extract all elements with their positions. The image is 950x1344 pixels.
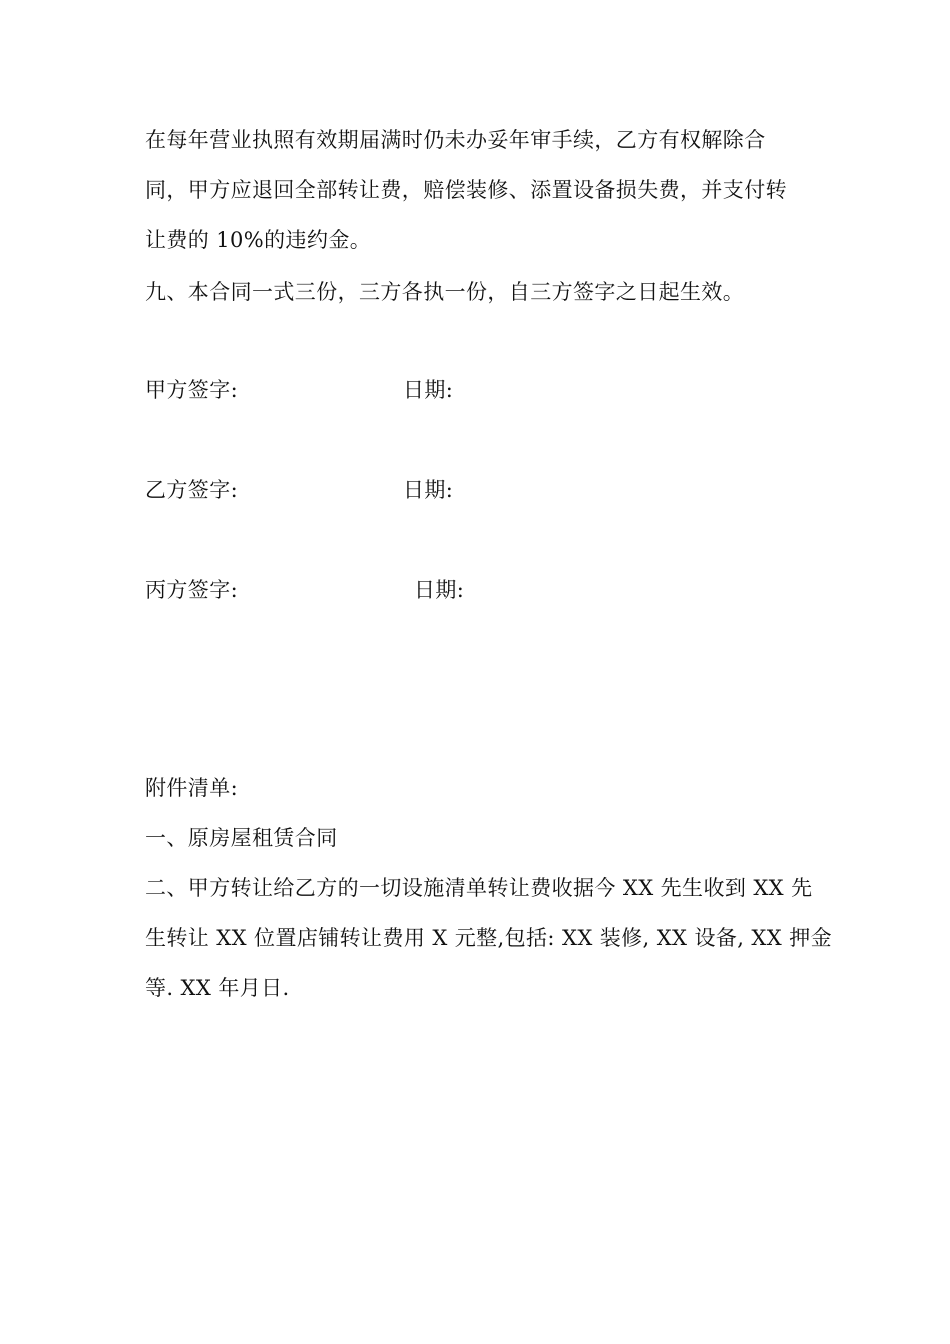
party-a-signature-label: 甲方签字: [145, 378, 239, 402]
party-b-signature-label: 乙方签字: [145, 478, 239, 502]
attachment-item-2-line-1: 二、甲方转让给乙方的一切设施清单转让费收据今 XX 先生收到 XX 先 [145, 876, 813, 900]
clause9-text: 九、本合同一式三份，三方各执一份，自三方签字之日起生效。 [145, 280, 745, 304]
clause8-line-1: 在每年营业执照有效期届满时仍未办妥年审手续，乙方有权解除合 [145, 128, 766, 152]
attachment-item-2-line-2: 生转让 XX 位置店铺转让费用 X 元整,包括: XX 装修, XX 设备, XX 押金 [145, 926, 833, 950]
party-c-signature-label: 丙方签字: [145, 578, 239, 602]
party-c-date-label: 日期: [414, 578, 465, 602]
clause8-line-2: 同，甲方应退回全部转让费，赔偿装修、添置设备损失费，并支付转 [145, 178, 787, 202]
party-a-date-label: 日期: [403, 378, 454, 402]
attachment-item-1: 一、原房屋租赁合同 [145, 826, 338, 850]
clause8-line-3: 让费的 10%的违约金。 [145, 228, 372, 252]
party-b-date-label: 日期: [403, 478, 454, 502]
attachments-title: 附件清单: [145, 776, 239, 800]
attachment-item-2-line-3: 等. XX 年月日. [145, 976, 290, 1000]
